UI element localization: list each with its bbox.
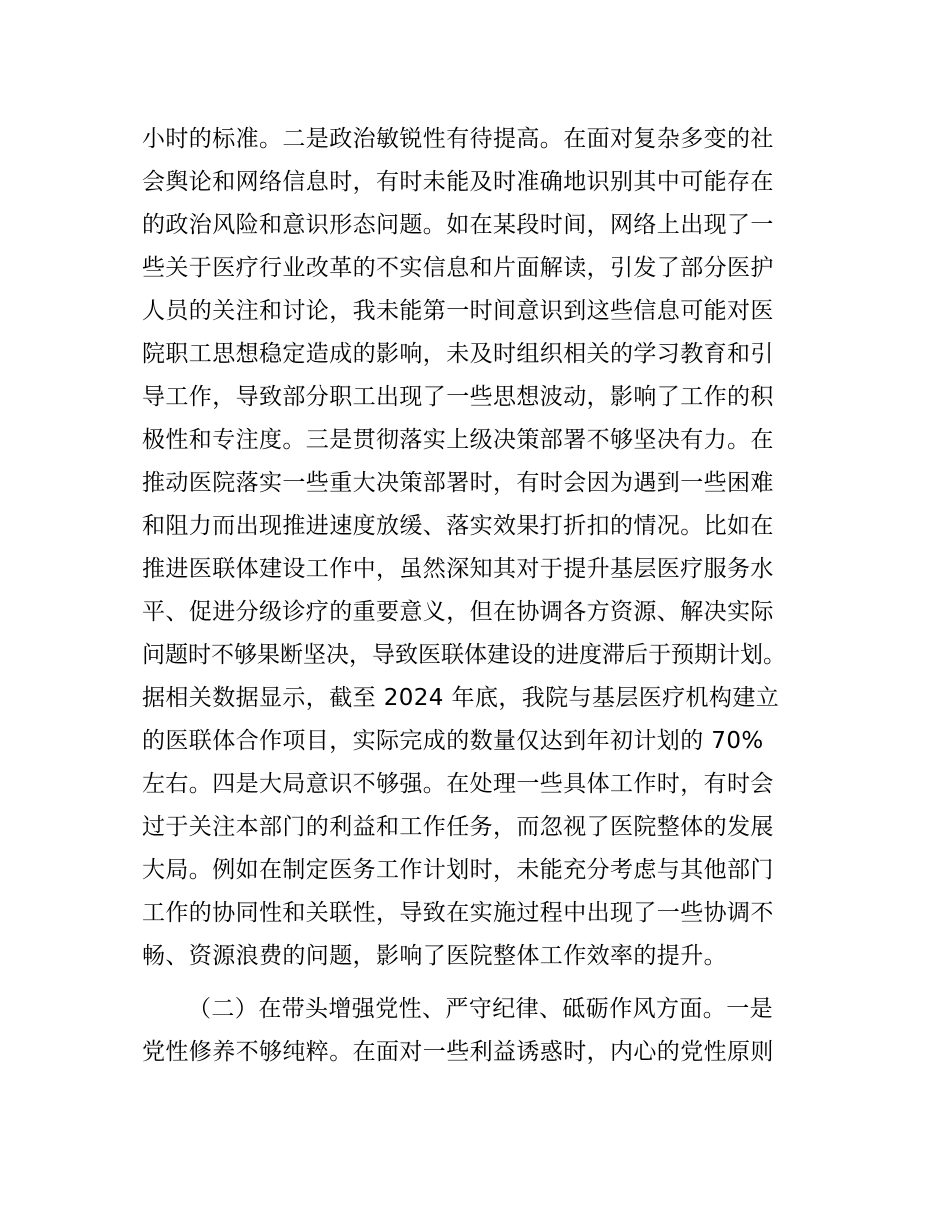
paragraph-1 xyxy=(142,118,822,978)
text-line: 和阻力而出现推进速度放缓、落实效果打折扣的情况。比如在 xyxy=(142,513,774,539)
text-line: 的政治风险和意识形态问题。如在某段时间，网络上出现了一 xyxy=(142,212,774,238)
text-line: 推动医院落实一些重大决策部署时，有时会因为遇到一些困难 xyxy=(142,470,774,496)
text-line: 左右。四是大局意识不够强。在处理一些具体工作时，有时会 xyxy=(142,771,774,797)
text-line: 的医联体合作项目，实际完成的数量仅达到年初计划的 70% xyxy=(142,728,764,754)
text-line: 些关于医疗行业改革的不实信息和片面解读，引发了部分医护 xyxy=(142,255,774,281)
text-line: 大局。例如在制定医务工作计划时，未能充分考虑与其他部门 xyxy=(142,857,774,883)
text-line: （二）在带头增强党性、严守纪律、砥砺作风方面。一是 xyxy=(188,996,773,1022)
text-line: 院职工思想稳定造成的影响，未及时组织相关的学习教育和引 xyxy=(142,341,774,367)
text-line: 推进医联体建设工作中，虽然深知其对于提升基层医疗服务水 xyxy=(142,556,774,582)
text-line: 问题时不够果断坚决，导致医联体建设的进度滞后于预期计划。 xyxy=(142,642,786,668)
text-line: 畅、资源浪费的问题，影响了医院整体工作效率的提升。 xyxy=(142,943,727,969)
text-line: 小时的标准。二是政治敏锐性有待提高。在面对复杂多变的社 xyxy=(142,126,774,152)
text-line: 过于关注本部门的利益和工作任务，而忽视了医院整体的发展 xyxy=(142,814,774,840)
text-line: 工作的协同性和关联性，导致在实施过程中出现了一些协调不 xyxy=(142,900,774,926)
body-text xyxy=(142,118,822,1074)
text-line: 党性修养不够纯粹。在面对一些利益诱惑时，内心的党性原则 xyxy=(142,1039,774,1065)
text-line: 会舆论和网络信息时，有时未能及时准确地识别其中可能存在 xyxy=(142,169,774,195)
text-line: 据相关数据显示，截至 2024 年底，我院与基层医疗机构建立 xyxy=(142,685,780,711)
text-line: 平、促进分级诊疗的重要意义，但在协调各方资源、解决实际 xyxy=(142,599,774,625)
text-line: 极性和专注度。三是贯彻落实上级决策部署不够坚决有力。在 xyxy=(142,427,774,453)
text-line: 人员的关注和讨论，我未能第一时间意识到这些信息可能对医 xyxy=(142,298,774,324)
paragraph-gap xyxy=(142,978,822,988)
text-line: 导工作，导致部分职工出现了一些思想波动，影响了工作的积 xyxy=(142,384,774,410)
paragraph-2 xyxy=(142,988,822,1074)
